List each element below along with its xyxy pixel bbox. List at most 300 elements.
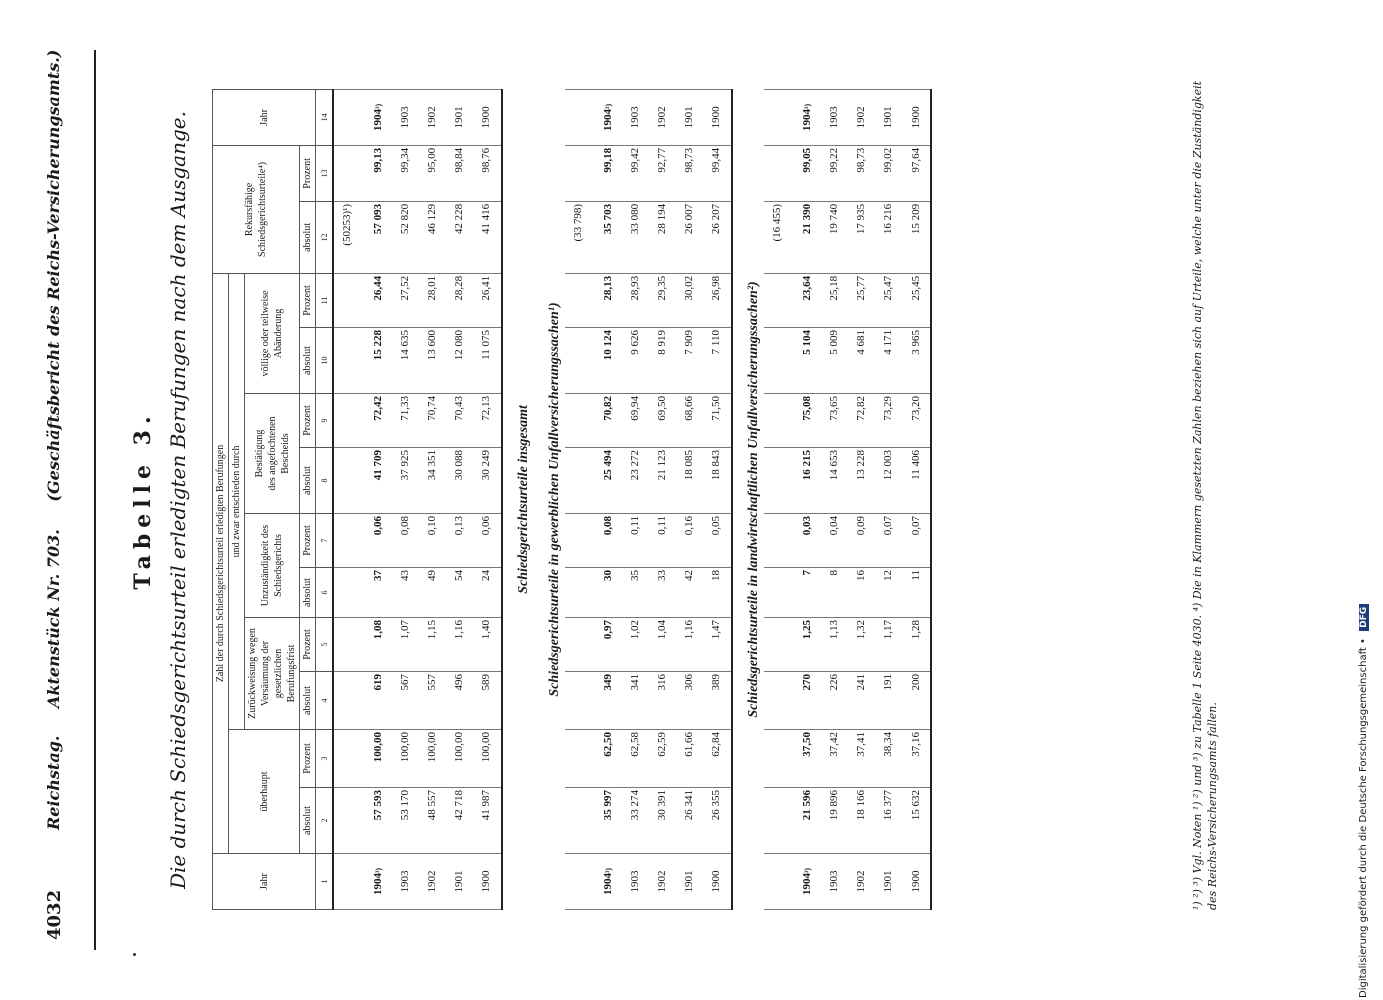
absolute-value: 24 — [473, 568, 502, 618]
bracket-value: (16 455) — [764, 201, 791, 273]
year-cell-left — [622, 854, 649, 910]
percent-value: 23,64 — [791, 273, 822, 327]
percent-value: 68,66 — [676, 394, 703, 448]
year-value: 1902 — [656, 870, 669, 893]
empty-cell — [565, 854, 592, 910]
table-row — [392, 89, 419, 909]
percent-value: 0,11 — [622, 514, 649, 568]
absolute-value: 14 635 — [392, 328, 419, 394]
header-unzustaendigkeit: Unzuständigkeit des Schiedsgerichts — [245, 514, 300, 618]
year-value: 1901 — [882, 870, 895, 893]
year-value: 1903 — [399, 870, 412, 893]
absolute-value: 567 — [392, 672, 419, 730]
header-prozent: Prozent — [300, 618, 316, 672]
percent-value: 95,00 — [419, 145, 446, 201]
year-cell-left — [791, 854, 822, 910]
column-number: 8 — [316, 448, 334, 514]
running-head-text — [44, 50, 63, 830]
percent-value: 27,52 — [392, 273, 419, 327]
percent-value: 0,11 — [649, 514, 676, 568]
percent-value: 1,07 — [392, 618, 419, 672]
absolute-value: 18 843 — [703, 448, 732, 514]
absolute-value: 21 596 — [791, 788, 822, 854]
header-prozent: Prozent — [300, 145, 316, 201]
percent-value: 37,42 — [821, 730, 848, 788]
year-cell-right — [419, 89, 446, 145]
empty-cell — [764, 854, 791, 910]
year-cell-left — [362, 854, 393, 910]
empty-cell — [333, 145, 362, 201]
percent-value: 61,66 — [676, 730, 703, 788]
year-cell-right — [446, 89, 473, 145]
rotated-page — [40, 50, 1340, 950]
percent-value: 1,08 — [362, 618, 393, 672]
year-footnote-mark: ³) — [373, 867, 383, 874]
year-value: 1904 — [800, 873, 813, 896]
header-jahr-right: Jahr — [213, 89, 316, 145]
percent-value: 99,13 — [362, 145, 393, 201]
table-row — [419, 89, 446, 909]
bracket-row — [565, 89, 592, 909]
absolute-value: 8 — [821, 568, 848, 618]
absolute-value: 11 406 — [902, 448, 931, 514]
head-part-1: Reichstag. — [44, 735, 63, 830]
year-value: 1902 — [656, 106, 669, 129]
section-title-row — [502, 89, 534, 909]
empty-cell — [764, 672, 791, 730]
year-cell-right — [622, 89, 649, 145]
header-prozent: Prozent — [300, 394, 316, 448]
absolute-value: 35 — [622, 568, 649, 618]
absolute-value: 7 110 — [703, 328, 732, 394]
absolute-value: 13 600 — [419, 328, 446, 394]
empty-cell — [764, 328, 791, 394]
percent-value: 99,42 — [622, 145, 649, 201]
year-cell-left — [703, 854, 732, 910]
absolute-value: 7 909 — [676, 328, 703, 394]
empty-cell — [333, 89, 362, 145]
year-cell-left — [592, 854, 623, 910]
header-ueberhaupt: überhaupt — [229, 730, 300, 854]
percent-value: 1,32 — [848, 618, 875, 672]
percent-value: 62,59 — [649, 730, 676, 788]
percent-value: 25,47 — [875, 273, 902, 327]
absolute-value: 3 965 — [902, 328, 931, 394]
year-value: 1904 — [601, 873, 614, 896]
year-value: 1900 — [480, 870, 493, 893]
statistics-table — [212, 89, 932, 910]
absolute-value: 30 391 — [649, 788, 676, 854]
percent-value: 1,40 — [473, 618, 502, 672]
absolute-value: 26 007 — [676, 201, 703, 273]
absolute-value: 270 — [791, 672, 822, 730]
digitization-text: Digitalisierung gefördert durch die Deutsche Forschungsgemeinschaft • — [1358, 638, 1369, 998]
percent-value: 0,04 — [821, 514, 848, 568]
percent-value: 0,07 — [875, 514, 902, 568]
absolute-value: 16 216 — [875, 201, 902, 273]
absolute-value: 16 — [848, 568, 875, 618]
column-number: 14 — [316, 89, 334, 145]
absolute-value: 5 009 — [821, 328, 848, 394]
absolute-value: 7 — [791, 568, 822, 618]
absolute-value: 200 — [902, 672, 931, 730]
percent-value: 0,06 — [362, 514, 393, 568]
column-number: 4 — [316, 672, 334, 730]
section-title: Schiedsgerichtsurteile insgesamt — [515, 405, 531, 594]
empty-cell — [764, 514, 791, 568]
absolute-value: 26 341 — [676, 788, 703, 854]
year-cell-right — [821, 89, 848, 145]
percent-value: 99,18 — [592, 145, 623, 201]
percent-value: 28,13 — [592, 273, 623, 327]
percent-value: 100,00 — [446, 730, 473, 788]
empty-cell — [764, 730, 791, 788]
top-rule — [94, 50, 96, 950]
percent-value: 69,50 — [649, 394, 676, 448]
percent-value: 99,34 — [392, 145, 419, 201]
percent-value: 1,04 — [649, 618, 676, 672]
year-value: 1904 — [800, 108, 813, 131]
bracket-row — [333, 89, 362, 909]
percent-value: 0,08 — [592, 514, 623, 568]
table-row — [362, 89, 393, 909]
scan-speck — [133, 953, 136, 956]
percent-value: 0,05 — [703, 514, 732, 568]
head-part-3: (Geschäftsbericht des Reichs-Versicherungsamts.) — [44, 49, 63, 502]
percent-value: 1,25 — [791, 618, 822, 672]
empty-cell — [764, 145, 791, 201]
absolute-value: 14 653 — [821, 448, 848, 514]
absolute-value: 48 557 — [419, 788, 446, 854]
year-cell-left — [902, 854, 931, 910]
table-header — [213, 89, 334, 909]
year-cell-left — [419, 854, 446, 910]
table-row — [446, 89, 473, 909]
header-prozent: Prozent — [300, 514, 316, 568]
absolute-value: 557 — [419, 672, 446, 730]
absolute-value: 21 123 — [649, 448, 676, 514]
year-value: 1902 — [426, 106, 439, 129]
header-zahl-group: Zahl der durch Schiedsgerichtsurteil erledigten Berufungen — [213, 273, 229, 853]
empty-cell — [333, 618, 362, 672]
percent-value: 97,64 — [902, 145, 931, 201]
year-value: 1901 — [453, 106, 466, 129]
absolute-value: 12 080 — [446, 328, 473, 394]
absolute-value: 46 129 — [419, 201, 446, 273]
footnote: ¹) ²) ³) Vgl. Noten ¹) ²) und ³) zu Tabelle 1 Seite 4030. ⁴) Die in Klammern gesetzten Zahlen beziehen sich auf Urteile, welche unter die Zuständigkeit des Reichs-Versicherungsamts fallen. — [1191, 80, 1219, 910]
absolute-value: 619 — [362, 672, 393, 730]
year-value: 1903 — [828, 870, 841, 893]
year-cell-left — [821, 854, 848, 910]
year-cell-right — [848, 89, 875, 145]
absolute-value: 18 — [703, 568, 732, 618]
empty-cell — [333, 394, 362, 448]
header-des-bescheids: des angefochtenen Bescheids — [266, 416, 291, 491]
absolute-value: 25 494 — [592, 448, 623, 514]
percent-value: 26,41 — [473, 273, 502, 327]
percent-value: 1,17 — [875, 618, 902, 672]
header-und-zwar: und zwar entschieden durch — [229, 273, 245, 729]
percent-value: 70,82 — [592, 394, 623, 448]
percent-value: 73,20 — [902, 394, 931, 448]
absolute-value: 37 925 — [392, 448, 419, 514]
year-cell-right — [649, 89, 676, 145]
percent-value: 100,00 — [419, 730, 446, 788]
absolute-value: 19 740 — [821, 201, 848, 273]
percent-value: 72,42 — [362, 394, 393, 448]
percent-value: 1,13 — [821, 618, 848, 672]
percent-value: 62,84 — [703, 730, 732, 788]
absolute-value: 226 — [821, 672, 848, 730]
section-title: Schiedsgerichtsurteile in gewerblichen Unfallversicherungssachen¹) — [546, 302, 562, 697]
table-title: Tabelle 3. — [130, 410, 156, 590]
absolute-value: 37 — [362, 568, 393, 618]
year-cell-right — [592, 89, 623, 145]
digitization-note — [1358, 0, 1376, 998]
table-row — [622, 89, 649, 909]
percent-value: 38,34 — [875, 730, 902, 788]
absolute-value: 41 987 — [473, 788, 502, 854]
absolute-value: 306 — [676, 672, 703, 730]
header-bestaetigung — [245, 394, 300, 514]
dfg-logo: DFG — [1359, 604, 1369, 631]
year-cell-right — [676, 89, 703, 145]
absolute-value: 41 709 — [362, 448, 393, 514]
percent-value: 72,82 — [848, 394, 875, 448]
table-row — [473, 89, 502, 909]
empty-cell — [764, 89, 791, 145]
table-row — [649, 89, 676, 909]
empty-cell — [333, 788, 362, 854]
percent-value: 1,15 — [419, 618, 446, 672]
table-row — [875, 89, 902, 909]
absolute-value: 15 209 — [902, 201, 931, 273]
year-footnote-mark: ³) — [603, 103, 613, 109]
year-cell-left — [446, 854, 473, 910]
column-number: 11 — [316, 273, 334, 327]
absolute-value: 15 228 — [362, 328, 393, 394]
column-number: 7 — [316, 514, 334, 568]
empty-cell — [565, 448, 592, 514]
percent-value: 1,47 — [703, 618, 732, 672]
empty-cell — [565, 394, 592, 448]
percent-value: 0,06 — [473, 514, 502, 568]
absolute-value: 41 416 — [473, 201, 502, 273]
year-footnote-mark: ³) — [373, 103, 383, 109]
absolute-value: 34 351 — [419, 448, 446, 514]
table-row — [902, 89, 931, 909]
absolute-value: 53 170 — [392, 788, 419, 854]
percent-value: 0,09 — [848, 514, 875, 568]
percent-value: 99,44 — [703, 145, 732, 201]
percent-value: 0,10 — [419, 514, 446, 568]
empty-cell — [565, 89, 592, 145]
absolute-value: 42 718 — [446, 788, 473, 854]
column-number-row — [316, 89, 334, 909]
absolute-value: 16 377 — [875, 788, 902, 854]
column-number: 3 — [316, 730, 334, 788]
empty-cell — [333, 273, 362, 327]
column-number: 2 — [316, 788, 334, 854]
absolute-value: 15 632 — [902, 788, 931, 854]
absolute-value: 18 085 — [676, 448, 703, 514]
year-value: 1900 — [710, 106, 723, 129]
percent-value: 70,43 — [446, 394, 473, 448]
percent-value: 28,93 — [622, 273, 649, 327]
empty-cell — [333, 854, 362, 910]
absolute-value: 35 997 — [592, 788, 623, 854]
column-number: 13 — [316, 145, 334, 201]
header-versaeumung — [245, 618, 300, 730]
percent-value: 0,08 — [392, 514, 419, 568]
table-row — [592, 89, 623, 909]
absolute-value: 18 166 — [848, 788, 875, 854]
column-number: 6 — [316, 568, 334, 618]
year-cell-left — [473, 854, 502, 910]
header-absolut: absolut — [300, 328, 316, 394]
absolute-value: 35 703 — [592, 201, 623, 273]
absolute-value: 496 — [446, 672, 473, 730]
year-value: 1901 — [683, 106, 696, 129]
year-footnote-mark: ³) — [802, 103, 812, 109]
year-value: 1904 — [371, 873, 384, 896]
percent-value: 25,45 — [902, 273, 931, 327]
empty-cell — [333, 514, 362, 568]
absolute-value: 12 — [875, 568, 902, 618]
empty-cell — [333, 568, 362, 618]
absolute-value: 589 — [473, 672, 502, 730]
column-number: 9 — [316, 394, 334, 448]
header-bestaetigung-text: Bestätigung — [253, 429, 265, 478]
absolute-value: 23 272 — [622, 448, 649, 514]
year-value: 1900 — [909, 870, 922, 893]
head-part-2: Aktenstück Nr. 703. — [44, 529, 63, 708]
absolute-value: 316 — [649, 672, 676, 730]
header-versaeumung-text: Versäumung der gesetzlichen Berufungsfrist — [260, 640, 297, 707]
absolute-value: 10 124 — [592, 328, 623, 394]
percent-value: 1,28 — [902, 618, 931, 672]
absolute-value: 42 — [676, 568, 703, 618]
percent-value: 99,02 — [875, 145, 902, 201]
year-value: 1902 — [855, 870, 868, 893]
percent-value: 25,77 — [848, 273, 875, 327]
percent-value: 98,73 — [848, 145, 875, 201]
empty-cell — [565, 568, 592, 618]
header-absolut: absolut — [300, 201, 316, 273]
absolute-value: 5 104 — [791, 328, 822, 394]
header-jahr-left: Jahr — [213, 854, 316, 910]
percent-value: 73,65 — [821, 394, 848, 448]
percent-value: 98,73 — [676, 145, 703, 201]
column-number: 5 — [316, 618, 334, 672]
absolute-value: 33 — [649, 568, 676, 618]
header-prozent: Prozent — [300, 730, 316, 788]
bracket-row — [764, 89, 791, 909]
absolute-value: 11 075 — [473, 328, 502, 394]
percent-value: 28,28 — [446, 273, 473, 327]
absolute-value: 57 593 — [362, 788, 393, 854]
bracket-value: (50253)¹) — [333, 201, 362, 273]
year-value: 1901 — [453, 870, 466, 893]
year-cell-right — [473, 89, 502, 145]
percent-value: 37,16 — [902, 730, 931, 788]
absolute-value: 19 896 — [821, 788, 848, 854]
absolute-value: 17 935 — [848, 201, 875, 273]
absolute-value: 49 — [419, 568, 446, 618]
absolute-value: 349 — [592, 672, 623, 730]
table-body — [333, 89, 931, 909]
percent-value: 62,58 — [622, 730, 649, 788]
year-value: 1903 — [399, 106, 412, 129]
header-absolut: absolut — [300, 448, 316, 514]
percent-value: 72,13 — [473, 394, 502, 448]
year-cell-left — [848, 854, 875, 910]
absolute-value: 43 — [392, 568, 419, 618]
empty-cell — [764, 568, 791, 618]
absolute-value: 191 — [875, 672, 902, 730]
year-cell-left — [392, 854, 419, 910]
table-row — [791, 89, 822, 909]
absolute-value: 16 215 — [791, 448, 822, 514]
empty-cell — [333, 730, 362, 788]
percent-value: 62,50 — [592, 730, 623, 788]
bracket-value: (33 798) — [565, 201, 592, 273]
absolute-value: 241 — [848, 672, 875, 730]
year-footnote-mark: ³) — [603, 867, 613, 874]
year-cell-left — [676, 854, 703, 910]
table-subtitle: Die durch Schiedsgerichtsurteil erledigten Berufungen nach dem Ausgange. — [166, 111, 190, 889]
empty-cell — [565, 730, 592, 788]
year-cell-right — [392, 89, 419, 145]
header-absolut: absolut — [300, 788, 316, 854]
percent-value: 1,16 — [446, 618, 473, 672]
percent-value: 99,05 — [791, 145, 822, 201]
year-value: 1903 — [828, 106, 841, 129]
year-cell-left — [649, 854, 676, 910]
absolute-value: 30 088 — [446, 448, 473, 514]
percent-value: 1,02 — [622, 618, 649, 672]
year-value: 1903 — [629, 870, 642, 893]
year-cell-right — [703, 89, 732, 145]
percent-value: 70,74 — [419, 394, 446, 448]
percent-value: 0,03 — [791, 514, 822, 568]
year-value: 1901 — [683, 870, 696, 893]
percent-value: 25,18 — [821, 273, 848, 327]
year-value: 1903 — [629, 106, 642, 129]
empty-cell — [333, 328, 362, 394]
absolute-value: 13 228 — [848, 448, 875, 514]
percent-value: 26,44 — [362, 273, 393, 327]
section-title-row — [534, 89, 565, 909]
absolute-value: 26 355 — [703, 788, 732, 854]
percent-value: 37,41 — [848, 730, 875, 788]
empty-cell — [565, 788, 592, 854]
header-abaenderung: völlige oder teilweise Abänderung — [245, 273, 300, 393]
empty-cell — [764, 788, 791, 854]
page-number: 4032 — [44, 889, 65, 940]
empty-cell — [565, 514, 592, 568]
table-row — [703, 89, 732, 909]
year-cell-right — [791, 89, 822, 145]
empty-cell — [764, 448, 791, 514]
absolute-value: 26 207 — [703, 201, 732, 273]
absolute-value: 30 249 — [473, 448, 502, 514]
absolute-value: 11 — [902, 568, 931, 618]
table-row — [676, 89, 703, 909]
year-cell-right — [875, 89, 902, 145]
percent-value: 71,33 — [392, 394, 419, 448]
percent-value: 99,22 — [821, 145, 848, 201]
